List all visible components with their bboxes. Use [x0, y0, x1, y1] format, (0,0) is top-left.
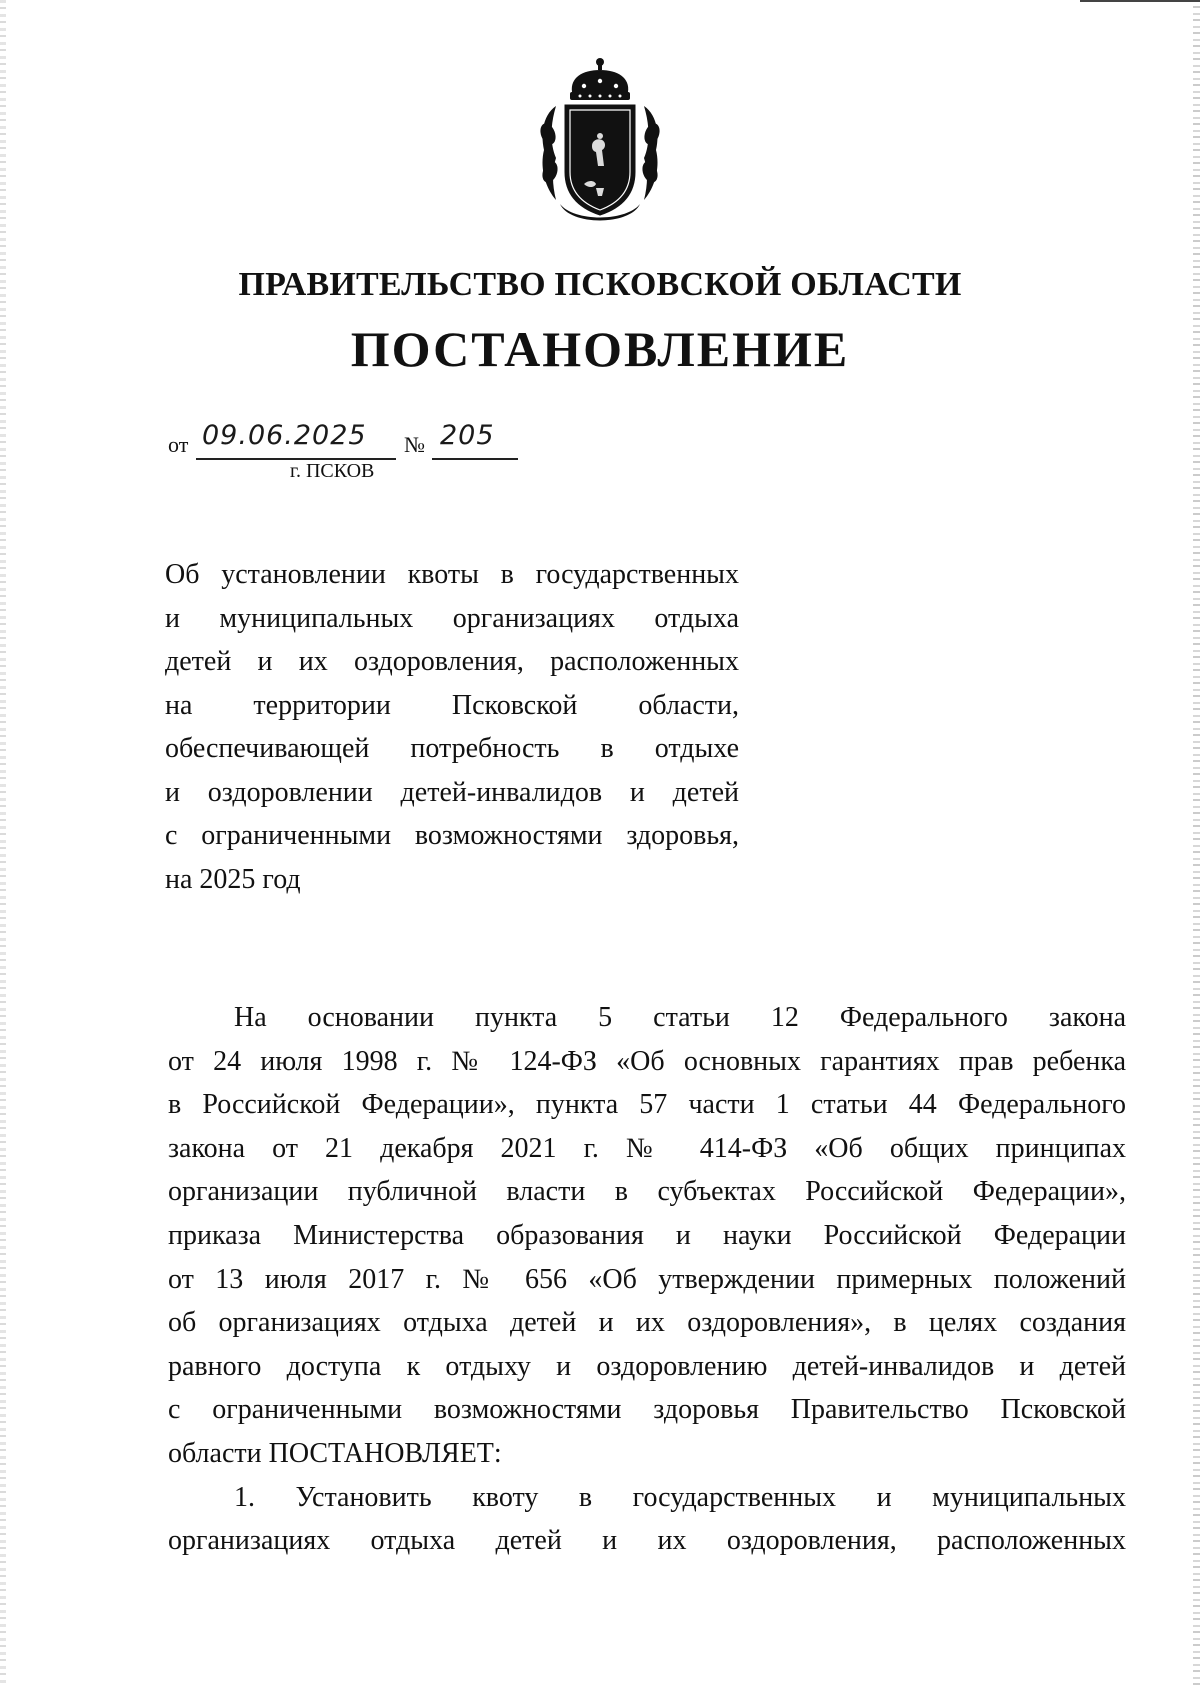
subject-line: Об установлении квоты в государственных: [165, 559, 739, 590]
body-line: приказа Министерства образования и науки Российской Федерации: [168, 1219, 1126, 1251]
body-line: организации публичной власти в субъектах Российской Федерации»,: [168, 1176, 1126, 1208]
body-line: организациях отдыха детей и их оздоровления, расположенных: [168, 1525, 1126, 1557]
subject-line: на 2025 год: [165, 863, 301, 895]
government-title: ПРАВИТЕЛЬСТВО ПСКОВСКОЙ ОБЛАСТИ: [238, 266, 962, 303]
body-line: в Российской Федерации», пункта 57 части 1 статьи 44 Федерального: [168, 1089, 1126, 1121]
subject-line: обеспечивающей потребность в отдыхе: [165, 733, 739, 764]
scan-edge-top-line: [1080, 0, 1200, 2]
body-line: равного доступа к отдыху и оздоровлению детей-инвалидов и детей: [168, 1350, 1126, 1382]
subject-line: и муниципальных организациях отдыха: [165, 602, 739, 634]
scan-edge-right: [1193, 0, 1200, 1686]
body-line: области ПОСТАНОВЛЯЕТ:: [168, 1437, 502, 1469]
handwritten-number: 205: [440, 420, 495, 451]
pskov-oblast-coat-of-arms-icon: [534, 54, 666, 234]
subject-line: и оздоровлении детей-инвалидов и детей: [165, 776, 739, 808]
body-line: 1. Установить квоту в государственных и муниципальных: [234, 1481, 1126, 1513]
handwritten-date: 09.06.2025: [202, 420, 367, 451]
body-line: закона от 21 декабря 2021 г. № 414-ФЗ «Об общих принципах: [168, 1132, 1126, 1164]
document-body: [168, 996, 1126, 1563]
number-underline: [432, 458, 518, 460]
subject-line: на территории Псковской области,: [165, 689, 739, 721]
document-subject: [165, 553, 739, 901]
scan-edge-left: [0, 0, 6, 1686]
body-line: от 24 июля 1998 г. № 124-ФЗ «Об основных гарантиях прав ребенка: [168, 1045, 1126, 1077]
subject-line: с ограниченными возможностями здоровья,: [165, 820, 739, 851]
body-line: с ограниченными возможностями здоровья Правительство Псковской: [168, 1394, 1126, 1426]
date-prefix: от: [168, 432, 189, 457]
subject-line: детей и их оздоровления, расположенных: [165, 646, 739, 677]
document-type-title: ПОСТАНОВЛЕНИЕ: [350, 321, 850, 377]
body-line: На основании пункта 5 статьи 12 Федерального закона: [234, 1002, 1126, 1033]
body-line: от 13 июля 2017 г. № 656 «Об утверждении примерных положений: [168, 1263, 1126, 1295]
number-prefix: №: [404, 432, 425, 457]
body-line: об организациях отдыха детей и их оздоровления», в целях создания: [168, 1307, 1126, 1339]
city-label: г. ПСКОВ: [290, 460, 375, 482]
